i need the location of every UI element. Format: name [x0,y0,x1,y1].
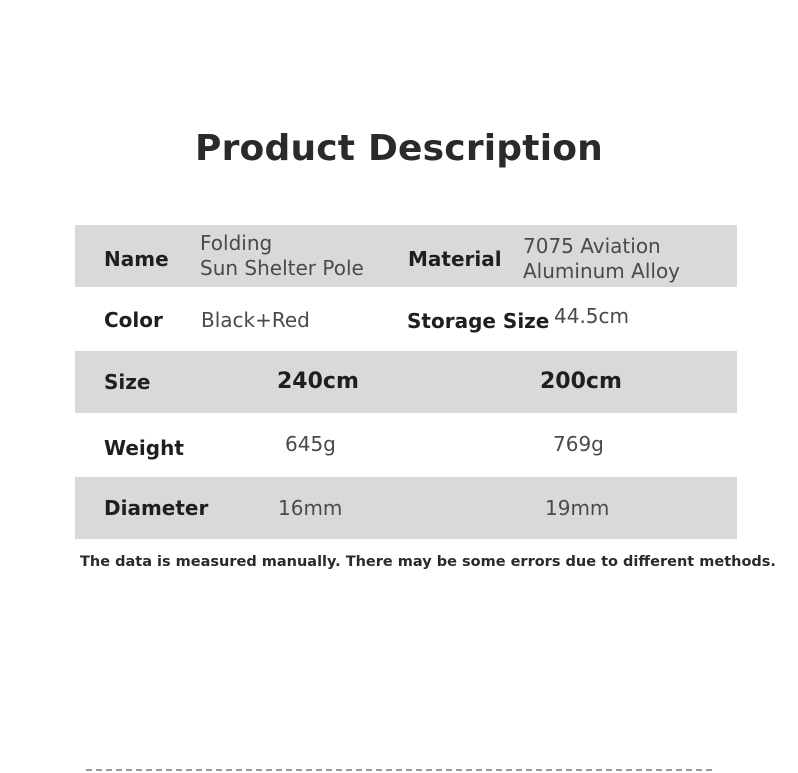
spec-label-diameter: Diameter [104,496,209,520]
spec-value-name-line-1: Folding [200,231,273,255]
spec-value-storage-size: 44.5cm [554,304,630,328]
spec-value-diameter-240: 16mm [278,496,343,520]
spec-label-material: Material [408,247,502,271]
spec-value-size-240: 240cm [277,369,359,394]
spec-value-diameter-200: 19mm [545,496,610,520]
spec-label-weight: Weight [104,436,184,460]
spec-row-weight [75,413,737,477]
spec-table [75,225,737,539]
spec-value-color: Black+Red [201,308,310,332]
spec-value-material [523,234,680,284]
page-title: Product Description [195,128,603,169]
spec-label-size: Size [104,370,151,394]
spec-label-name: Name [104,247,169,271]
spec-label-storage-size: Storage Size [407,309,550,333]
spec-value-name-line-2: Sun Shelter Pole [200,256,364,280]
spec-value-size-200: 200cm [540,369,622,394]
dashed-divider [86,769,712,771]
spec-row-color [75,287,737,351]
spec-value-material-line-2: Aluminum Alloy [523,259,681,283]
spec-row-diameter [75,477,737,539]
spec-value-weight-200: 769g [553,432,604,456]
spec-row-size [75,351,737,413]
measurement-note: The data is measured manually. There may be some errors due to different methods. [80,554,776,570]
spec-label-color: Color [104,308,163,332]
spec-row-name [75,225,737,287]
spec-value-weight-240: 645g [285,432,336,456]
spec-value-material-line-1: 7075 Aviation [523,234,661,258]
spec-value-name [200,231,364,281]
